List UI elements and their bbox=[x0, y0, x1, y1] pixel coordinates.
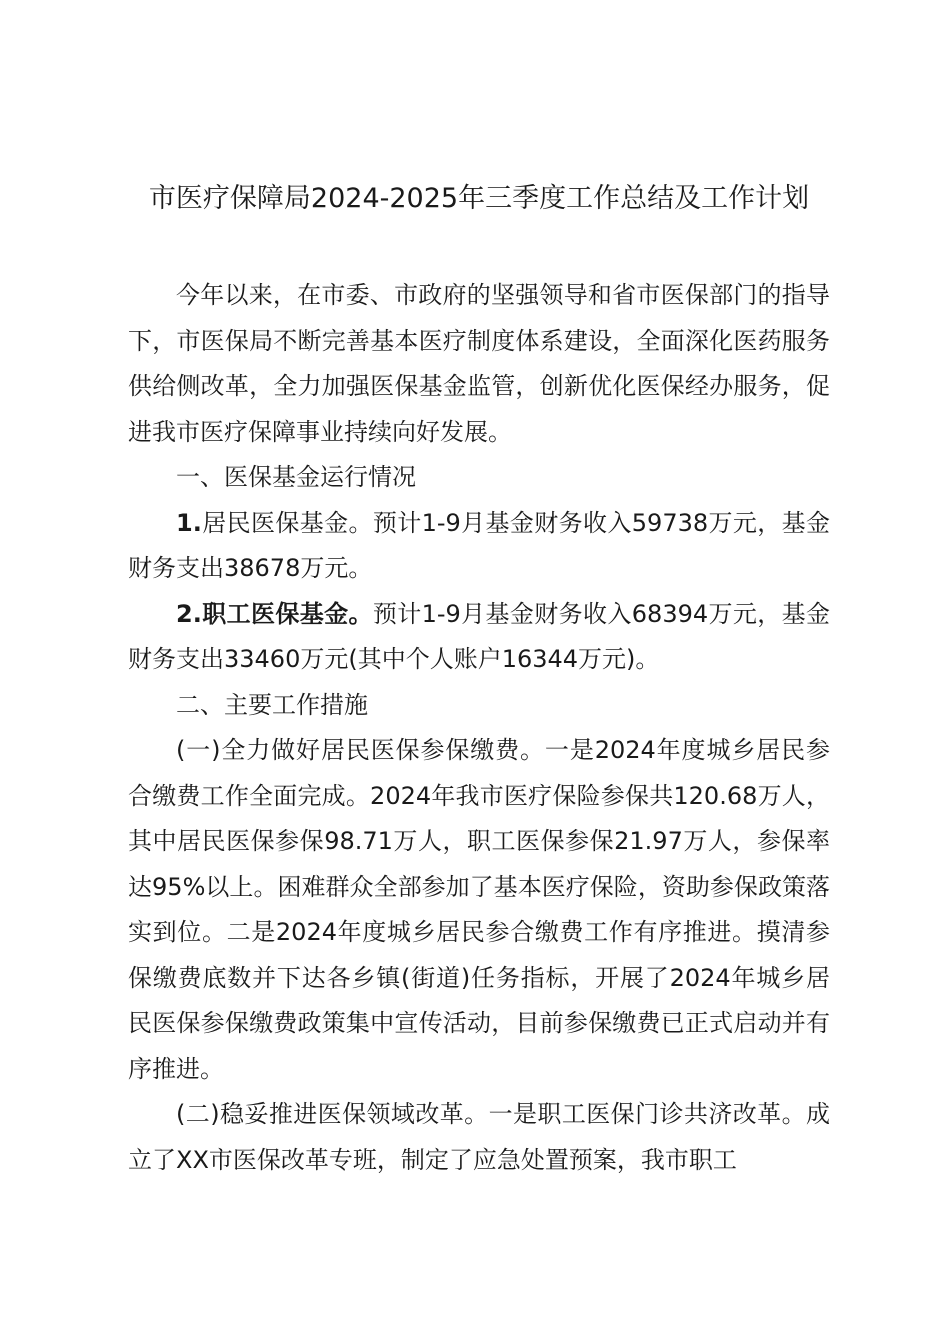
document-body bbox=[128, 273, 830, 1183]
paragraph-text: (二)稳妥推进医保领域改革。一是职工医保门诊共济改革。成立了XX市医保改革专班，制定了应急处置预案，我市职工 bbox=[128, 1100, 830, 1174]
document-title: 市医疗保障局2024-2025年三季度工作总结及工作计划 bbox=[148, 183, 810, 214]
paragraph-employee-fund bbox=[128, 592, 830, 683]
paragraph-text: 居民医保基金。预计1-9月基金财务收入59738万元，基金财务支出38678万元。 bbox=[128, 508, 830, 582]
heading-text: 一、医保基金运行情况 bbox=[176, 463, 416, 491]
section-heading-measures bbox=[128, 683, 830, 729]
paragraph-enrollment bbox=[128, 728, 830, 1092]
item-heading: 2.职工医保基金。 bbox=[176, 599, 373, 628]
paragraph-text: 预计1-9月基金财务收入68394万元，基金财务支出33460万元(其中个人账户16344万元)。 bbox=[128, 599, 830, 673]
paragraph-reform bbox=[128, 1092, 830, 1183]
paragraph-resident-fund bbox=[128, 501, 830, 592]
heading-text: 二、主要工作措施 bbox=[176, 690, 368, 719]
paragraph-text: (一)全力做好居民医保参保缴费。一是2024年度城乡居民参合缴费工作全面完成。2024年我市医疗保险参保共120.68万人，其中居民医保参保98.71万人，职工医保参保21.97万人，参保率达95%以上。困难群众全部参加了基本医疗保险，资助参保政策落实到位。二是2024年度城乡居民参合缴费工作有序推进。摸清参保缴费底数并下达各乡镇(街道)任务指标，开展了2024年城乡居民医保参保缴费政策集中宣传活动，目前参保缴费已正式启动并有序推进。 bbox=[128, 736, 830, 1083]
paragraph-intro bbox=[128, 273, 830, 455]
section-heading-fund-status bbox=[128, 455, 830, 501]
paragraph-text: 今年以来，在市委、市政府的坚强领导和省市医保部门的指导下，市医保局不断完善基本医疗制度体系建设，全面深化医药服务供给侧改革，全力加强医保基金监管，创新优化医保经办服务，促进我市医疗保障事业持续向好发展。 bbox=[128, 281, 830, 446]
item-number: 1. bbox=[176, 508, 202, 537]
